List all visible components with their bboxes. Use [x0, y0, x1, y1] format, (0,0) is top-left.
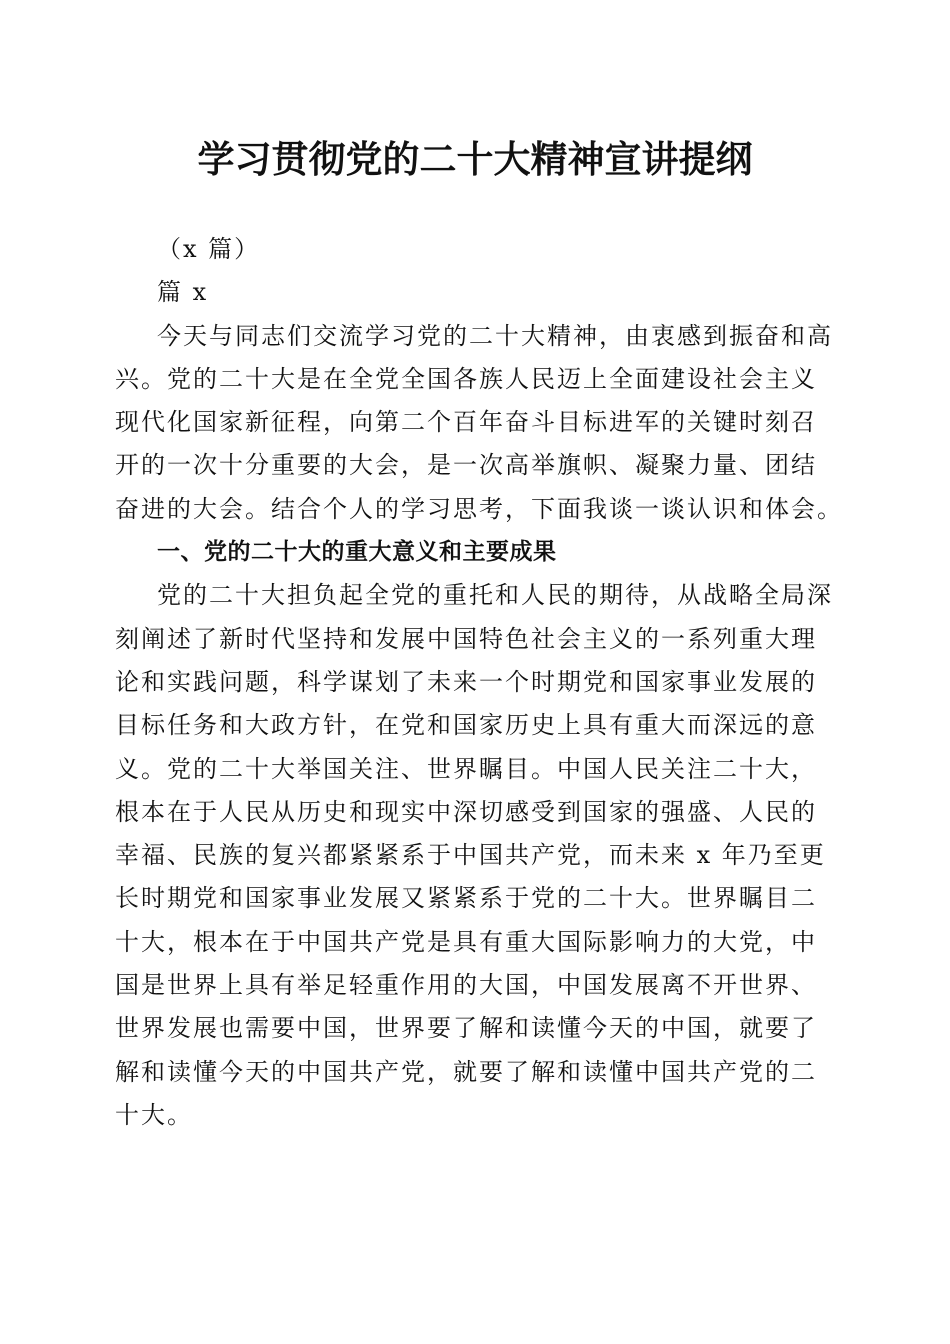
body-line: 国是世界上具有举足轻重作用的大国，中国发展离不开世界、: [115, 971, 817, 1000]
intro-line: 今天与同志们交流学习党的二十大精神，由衷感到振奋和高: [157, 321, 833, 350]
intro-line: 开的一次十分重要的大会，是一次高举旗帜、凝聚力量、团结: [115, 451, 817, 480]
body-line: 根本在于人民从历史和现实中深切感受到国家的强盛、人民的: [115, 797, 817, 826]
body-paragraph: [115, 574, 833, 1137]
body-line: 刻阐述了新时代坚持和发展中国特色社会主义的一系列重大理: [115, 624, 817, 653]
body-line: 解和读懂今天的中国共产党，就要了解和读懂中国共产党的二: [115, 1057, 817, 1086]
document-title: 学习贯彻党的二十大精神宣讲提纲: [197, 137, 753, 181]
body-line: 目标任务和大政方针，在党和国家历史上具有重大而深远的意: [115, 711, 817, 740]
intro-line: 奋进的大会。结合个人的学习思考，下面我谈一谈认识和体会。: [115, 494, 843, 523]
section-label: 篇 x: [157, 278, 209, 307]
intro-line: 现代化国家新征程，向第二个百年奋斗目标进军的关键时刻召: [115, 408, 817, 437]
body-line: 论和实践问题，科学谋划了未来一个时期党和国家事业发展的: [115, 667, 817, 696]
body-line: 义。党的二十大举国关注、世界瞩目。中国人民关注二十大，: [115, 754, 817, 783]
body-line: 长时期党和国家事业发展又紧紧系于党的二十大。世界瞩目二: [115, 884, 817, 913]
body-line: 党的二十大担负起全党的重托和人民的期待，从战略全局深: [157, 581, 833, 610]
intro-paragraph: [115, 315, 843, 531]
section-heading: 一、党的二十大的重大意义和主要成果: [157, 539, 557, 566]
body-line: 世界发展也需要中国，世界要了解和读懂今天的中国，就要了: [115, 1014, 817, 1043]
body-line: 十大，根本在于中国共产党是具有重大国际影响力的大党，中: [115, 927, 817, 956]
subtitle: （x 篇）: [157, 235, 261, 263]
document-body: [115, 228, 843, 1137]
body-line: 幸福、民族的复兴都紧紧系于中国共产党，而未来 x 年乃至更: [115, 841, 826, 870]
intro-line: 兴。党的二十大是在全党全国各族人民迈上全面建设社会主义: [115, 364, 817, 393]
body-line: 十大。: [115, 1100, 193, 1129]
